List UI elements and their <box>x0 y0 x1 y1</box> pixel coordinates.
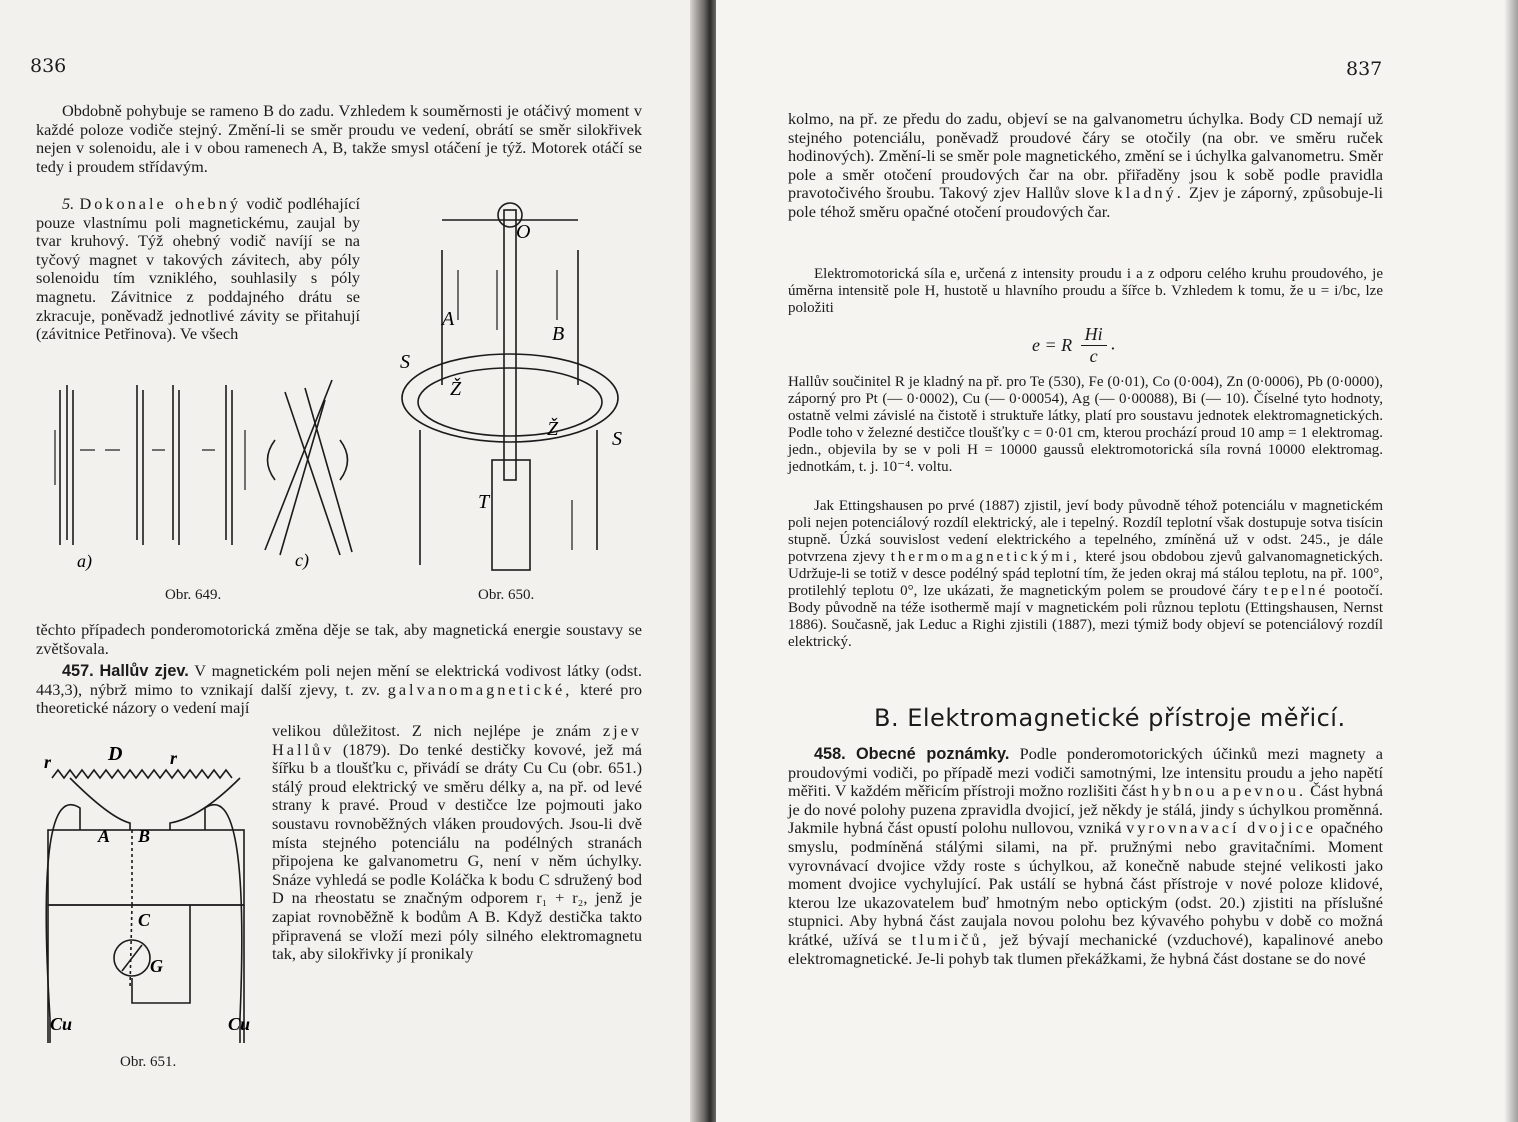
spaced-text: Dokonale ohebný <box>79 194 241 213</box>
section-457-body <box>272 722 642 964</box>
paragraph <box>788 374 1383 476</box>
section-title: Obecné poznámky. <box>855 745 1010 763</box>
paragraph-text: které jsou obdobou zjevů galvanomagnetických. Udržuje-li se totiž v desce podélný spád teplotní tím, že jeden okraj má stálou teplotu, na př. 100°, protilehlý teplotu 0°, lze ukázati, že magnetickým polem se proudové čáry <box>788 549 1384 599</box>
section-title: Hallův zjev. <box>99 662 189 680</box>
section-458 <box>788 745 1383 968</box>
paragraph <box>788 266 1383 317</box>
paragraph-text: Část hybná je do nové polohy puzena zpravidla dvojicí, jež někdy je stálá, jindy s úchylkou proměnná. Jakmile hybná část opustí polohu nullovou, vzniká <box>788 781 1383 838</box>
paragraph-text: (1879). Do tenké destičky kovové, jež má šířku b a tloušťku c, přivádí se dráty Cu Cu (obr. 651.) stálý proud elektrický ve směru délky a, na př. od levé strany k pravé. Proud v destičce lze pojmouti jako soustavu rovnoběžných vláken proudových. Jsou-li dvě místa stejného potenciálu na podélných stranách připojena ke galvanometru G, není v něm úchylky. Snáze vyhledá se podle Koláčka k bodu C sdružený bod D na rheostatu se značným odporem r₁ + r₂, jenž je zapiat rovnoběžně k bodům A B. Když destička takto připravená se vloží mezi póly silného elektromagnetu tak, aby silokřivky jí pronikaly <box>272 739 642 964</box>
fig650-label-Z: Ž <box>450 378 462 400</box>
fig650-label-A: A <box>442 308 455 330</box>
formula: e = R $\frac{Hi}{c}$ . <box>1032 324 1116 366</box>
fig651-label-r: r <box>44 752 52 772</box>
fig651-label-r: r <box>170 748 178 768</box>
fig651-label-Cu: Cu <box>50 1014 73 1034</box>
paragraph-number: 5. <box>62 194 75 213</box>
paragraph-text: Elektromotorická síla e, určená z intensity proudu i a z odporu celého kruhu proudového, je úměrna intensitě pole H, hustotě u hlavního proudu a šířce b. Vzhledem k tomu, že u = i/bc, lze položiti <box>788 266 1383 316</box>
paragraph-text: Zjev je záporný, způsobuje-li pole téhož směru opačné otočení proudových čar. <box>788 183 1383 221</box>
paragraph-text: pootočí. Body původně na téže isothermě mají v magnetickém poli různou teplotu (Ettingshausen, Nernst 1886). Současně, jak Leduc a Righi zjistili (1887), mezi týmiž body objeví se potenciálový rozdíl elektrický. <box>788 583 1383 650</box>
fig651-label-Cu: Cu <box>228 1014 251 1034</box>
fig650-label-B: B <box>552 323 565 345</box>
figure-caption: Obr. 651. <box>120 1054 177 1070</box>
spaced-text: galvanomagnetické, <box>387 679 573 699</box>
formula-numerator: Hi <box>1081 324 1107 346</box>
spaced-text: hybnou <box>1150 781 1218 801</box>
fig650-label-Z: Ž <box>547 418 559 440</box>
paragraph-text: vodič podléhající pouze vlastnímu poli magnetickému, zaujal by tvar kruhový. Týž ohebný vodič navíjí se na tyčový magnet v takových závitech, aby póly solenoidu tím vzniklého, souhlasily s póly magnetu. Závitnice z poddajného drátu se zkracuje, poněvadž jednotlivé závity se přitahují (závitnice Petřinova). Ve všech <box>36 194 360 344</box>
section-457 <box>36 662 642 718</box>
figure-650 <box>392 190 637 580</box>
paragraph <box>36 621 642 658</box>
spaced-text: vyrovnavací dvojice <box>1126 818 1317 838</box>
page-edge-shadow <box>1504 0 1518 1122</box>
paragraph-text: V magnetickém poli nejen mění se elektrická vodivost látky (odst. 443,3), nýbrž mimo to vznikají další zjevy, t. zv. <box>36 661 642 699</box>
paragraph-5 <box>36 195 360 344</box>
paragraph-text: kolmo, na př. ze předu do zadu, objeví se na galvanometru úchylka. Body CD nemají už stejného potenciálu, poněvadž proudové čáry se otočily (na obr. ve směru ruček hodinových). Změní-li se směr pole magnetického, změní se i úchylka galvanometru. Směr pole a směr otočení proudových čar na obr. přiřaděny jsou k sobě podle pravidla pravotočivého šroubu. Takový zjev Hallův slove <box>788 109 1383 203</box>
fig651-label-D: D <box>108 743 123 765</box>
fig650-label-S: S <box>400 351 410 373</box>
fig651-label-A: A <box>98 826 111 846</box>
paragraph-text: Obdobně pohybuje se rameno B do zadu. Vzhledem k souměrnosti je otáčivý moment v každé poloze vodiče stejný. Změní-li se směr proudu ve vedení, obrátí se směr silokřivek nejen v solenoidu, ale i v obou ramenech A, B, takže smysl otáčení je týž. Motorek otáčí se tedy i proudem střídavým. <box>36 101 642 176</box>
spaced-text: tepelné <box>1263 583 1329 599</box>
left-page <box>0 0 700 1122</box>
paragraph-text: velikou důležitost. Z nich nejlépe je znám <box>272 721 592 740</box>
fig650-label-O: O <box>516 221 531 243</box>
figure-651 <box>40 738 265 1053</box>
section-number: 457. <box>62 662 94 680</box>
fig650-label-S: S <box>612 428 622 450</box>
figure-caption: Obr. 650. <box>478 587 535 603</box>
right-page <box>716 0 1518 1122</box>
paragraph-text: opačného smyslu, podmíněná stálými silami, na př. pružnými nebo gravitačními. Moment vyrovnávací dvojice vždy roste s úchylkou, až konečně nabude stejné velikosti jako moment dvojice vychylující. Pak ustálí se hybná část přístroje v nové poloze klidové, kterou lze ukazovatelem buď hmotným nebo optickým (odst. 20.) zjistiti na příslušné stupnici. Aby hybná část zaujala novou polohu bez kývavého pohybu v době co možná krátké, užívá se <box>788 818 1383 949</box>
paragraph-text: které pro theoretické názory o vedení mají <box>36 679 643 718</box>
figure-caption: Obr. 649. <box>165 587 222 603</box>
spaced-text: pevnou. <box>1233 781 1307 801</box>
figure-649 <box>40 370 370 580</box>
spaced-text: thermomagnetickými, <box>890 549 1080 565</box>
spaced-text: tlumičů, <box>911 929 990 949</box>
paragraph <box>788 110 1383 222</box>
spaced-text: kladný. <box>1114 183 1184 203</box>
paragraph <box>36 102 642 176</box>
fig649-label-c: c) <box>295 550 309 570</box>
paragraph-text: jež bývají mechanické (vzduchové), kapalinové anebo elektromagnetické. Je-li pohyb tak tlumen překážkami, že hybná část dostane se do nové <box>788 929 1384 968</box>
fig651-label-B: B <box>138 826 151 846</box>
fig651-label-G: G <box>150 956 163 976</box>
page-number: 837 <box>1346 58 1383 80</box>
formula-denominator: c <box>1089 346 1098 366</box>
section-number: 458. <box>814 745 846 763</box>
paragraph-text: Podle ponderomotorických účinků mezi magnety a proudovými vodiči, po případě mezi vodiči samotnými, lze intensitu proudu a jeho napětí měřiti. V každém měřicím přístroji možno rozlišiti část <box>788 744 1383 801</box>
paragraph-text: a <box>1221 781 1229 801</box>
spaced-text: zjev Hallův <box>272 721 642 759</box>
formula-lhs: e = R <box>1032 335 1073 355</box>
page-number: 836 <box>30 55 67 77</box>
fig650-label-T: T <box>478 491 490 513</box>
paragraph <box>788 498 1383 651</box>
paragraph-text: Jak Ettingshausen po prvé (1887) zjistil, jeví body původně téhož potenciálu v magnetickém poli nejen potenciálový rozdíl elektrický, ale i tepelný. Rozdíl teplotní však dostupuje sotva tisícin stupně. Úzká souvislost vedení elektrického a tepelného, zmíněná už v odst. 245., je dále potvrzena zjevy <box>788 498 1383 565</box>
fig651-label-C: C <box>138 910 151 930</box>
paragraph-text: těchto případech ponderomotorická změna děje se tak, aby magnetická energie soustavy se zvětšovala. <box>36 620 642 658</box>
paragraph-text: Hallův součinitel R je kladný na př. pro Te (530), Fe (0·01), Co (0·004), Zn (0·0006), Pb (0·0000), záporný pro Pt (— 0·0002), Cu (— 0·00054), Ag (— 0·00088), Bi (— 10). Číselné tyto hodnoty, ostatně velmi závislé na čistotě i struktuře látky, platí pro soustavu jednotek elektromagnetických. Podle toho v železné destičce tloušťky c = 0·01 cm, kterou prochází proud 10 amp = 1 elektromag. jedn., objevila by se v poli H = 10000 gaussů elektromotorická síla rovná 10000 elektromag. jednotkám, t. j. 10⁻⁴. voltu. <box>788 374 1383 475</box>
fig649-label-a: a) <box>77 551 92 571</box>
chapter-heading: B. Elektromagnetické přístroje měřicí. <box>874 704 1346 732</box>
